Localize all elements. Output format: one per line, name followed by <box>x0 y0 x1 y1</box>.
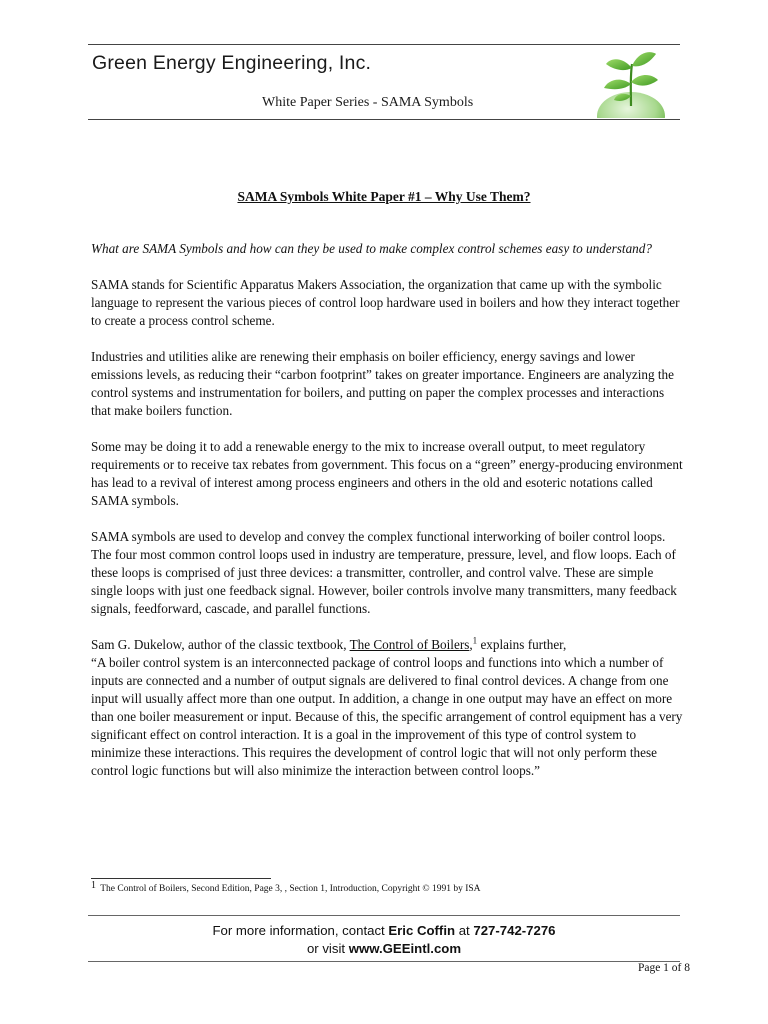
paragraph-4: SAMA symbols are used to develop and convey the complex functional interworking of boiler control loops. The four most common control loops used in industry are temperature, pressure, level, and flow loops. Each of these loops is comprised of just three devices: a transmitter, controller, and control valve. These are simple single loops with just one feedback signal. However, boiler controls involve many transmitters, many feedback signals, feedforward, cascade, and parallel functions. <box>91 529 677 616</box>
paragraph-1: SAMA stands for Scientific Apparatus Makers Association, the organization that came up with the symbolic language to represent the various pieces of control loop hardware used in boilers and how they interact together to create a process control scheme. <box>91 277 680 328</box>
contact-top-rule <box>88 915 680 916</box>
book-title: The Control of Boilers <box>349 637 470 652</box>
quote-lead-tail: explains further, <box>477 637 567 652</box>
header-bottom-rule <box>88 119 680 120</box>
contact-name: Eric Coffin <box>388 923 456 938</box>
book-comma: , <box>469 637 473 652</box>
footnote-number: 1 <box>91 880 96 891</box>
dukelow-quote: “A boiler control system is an interconnected package of control loops and functions into which a number of inputs are connected and a number of output signals are delivered to final control devices. A change from one input will usually affect more than one output. In addition, a change in one output may have an effect on more than one boiler measurement or input. Because of this, the specific arrangement of control equipment has a very significant effect on control interaction. It is a goal in the improvement of this type of control system to minimize these interactions. This requires the development of control logic that will not only perform these control logic functions but will also minimize the interaction between control loops.” <box>91 655 683 778</box>
contact-phone: 727-742-7276 <box>473 923 556 938</box>
visit-prefix: or visit <box>306 941 349 956</box>
contact-bottom-rule <box>88 961 680 962</box>
company-name: Green Energy Engineering, Inc. <box>92 52 372 74</box>
quote-paragraph <box>91 636 683 780</box>
header-top-rule <box>88 44 680 45</box>
contact-prefix: For more information, contact <box>212 923 389 938</box>
footnote-text: The Control of Boilers, Second Edition, Page 3, , Section 1, Introduction, Copyright © 1991 by ISA <box>100 884 481 894</box>
paragraph-2: Industries and utilities alike are renewing their emphasis on boiler efficiency, energy savings and lower emissions levels, as reducing their “carbon footprint” takes on greater importance. Engineers are analyzing the control systems and instrumentation for boilers, and putting on paper the complex processes and interactions that make boilers function. <box>91 349 674 418</box>
footnote-ref: 1 <box>472 635 478 646</box>
paper-title: SAMA Symbols White Paper #1 – Why Use Them? <box>237 189 531 204</box>
contact-mid: at <box>455 923 474 938</box>
series-title: White Paper Series - SAMA Symbols <box>262 95 474 110</box>
contact-line-1 <box>88 922 680 940</box>
footnote <box>91 880 481 894</box>
intro-question: What are SAMA Symbols and how can they be used to make complex control schemes easy to understand? <box>91 241 652 256</box>
quote-lead: Sam G. Dukelow, author of the classic textbook, <box>91 637 350 652</box>
website-link[interactable]: www.GEEintl.com <box>348 941 462 956</box>
page-number: Page 1 of 8 <box>637 962 690 974</box>
footnote-rule <box>91 878 271 879</box>
paragraph-3: Some may be doing it to add a renewable energy to the mix to increase overall output, to meet regulatory requirements or to receive tax rebates from government. This focus on a “green” energy-producing environment has lead to a revival of interest among process engineers and others in the old and esoteric notations called SAMA symbols. <box>91 439 683 508</box>
body-text <box>91 240 683 798</box>
green-plant-globe-logo <box>590 46 672 118</box>
contact-line-2 <box>88 940 680 958</box>
contact-box <box>88 922 680 958</box>
